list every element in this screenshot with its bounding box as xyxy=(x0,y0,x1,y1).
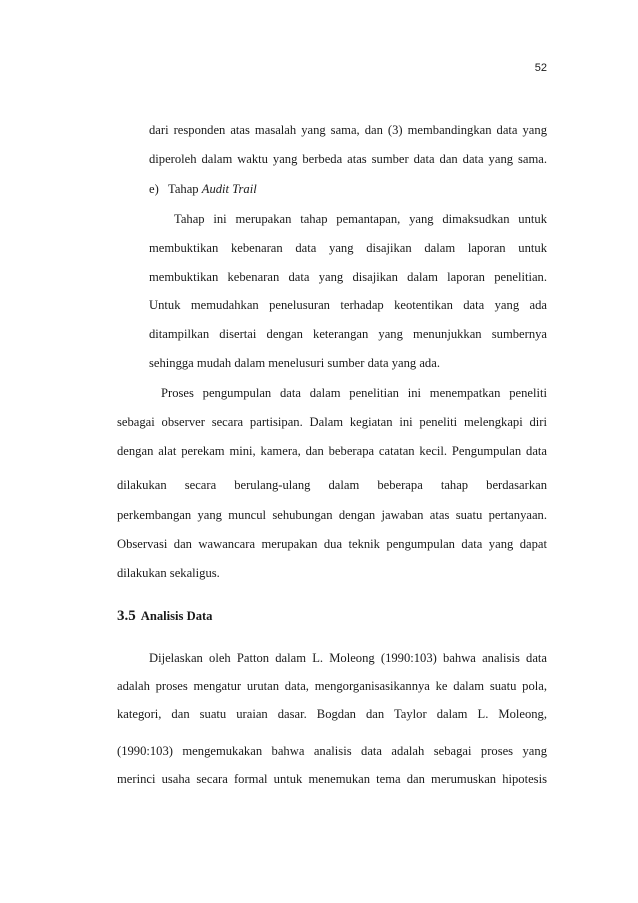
text-line: membuktikan kebenaran data yang disajikan dalam laporan untuk xyxy=(149,241,547,255)
text-line: dari responden atas masalah yang sama, dan (3) membandingkan data yang xyxy=(149,123,547,137)
text-line: merinci usaha secara formal untuk menemukan tema dan merumuskan hipotesis xyxy=(117,772,547,786)
section-heading xyxy=(117,607,212,625)
text-line: dilakukan sekaligus. xyxy=(117,566,220,580)
list-item-prefix: e) Tahap xyxy=(149,182,202,196)
text-line: Observasi dan wawancara merupakan dua teknik pengumpulan data yang dapat xyxy=(117,537,547,551)
text-line: kategori, dan suatu uraian dasar. Bogdan dan Taylor dalam L. Moleong, xyxy=(117,707,547,721)
text-line: diperoleh dalam waktu yang berbeda atas sumber data dan data yang sama. xyxy=(149,152,547,166)
text-line: dilakukan secara berulang-ulang dalam beberapa tahap berdasarkan xyxy=(117,478,547,492)
text-line: ditampilkan disertai dengan keterangan yang menunjukkan sumbernya xyxy=(149,327,547,341)
text-line: Proses pengumpulan data dalam penelitian ini menempatkan peneliti xyxy=(161,386,547,400)
text-line: Tahap ini merupakan tahap pemantapan, yang dimaksudkan untuk xyxy=(174,212,547,226)
list-item-italic-term: Audit Trail xyxy=(201,182,257,196)
text-line: dengan alat perekam mini, kamera, dan beberapa catatan kecil. Pengumpulan data xyxy=(117,444,547,458)
text-line: (1990:103) mengemukakan bahwa analisis data adalah sebagai proses yang xyxy=(117,744,547,758)
page-number: 52 xyxy=(534,62,547,74)
section-title: Analisis Data xyxy=(140,609,213,623)
list-item-audit-trail xyxy=(149,181,257,197)
text-line: adalah proses mengatur urutan data, mengorganisasikannya ke dalam suatu pola, xyxy=(117,679,547,693)
text-line: membuktikan kebenaran data yang disajikan dalam laporan penelitian. xyxy=(149,270,547,284)
text-line: perkembangan yang muncul sehubungan dengan jawaban atas suatu pertanyaan. xyxy=(117,508,547,522)
text-line: Untuk memudahkan penelusuran terhadap keotentikan data yang ada xyxy=(149,298,547,312)
text-line: sebagai observer secara partisipan. Dalam kegiatan ini peneliti melengkapi diri xyxy=(117,415,547,429)
section-number: 3.5 xyxy=(117,608,136,624)
text-line: sehingga mudah dalam menelusuri sumber data yang ada. xyxy=(149,356,440,370)
text-line: Dijelaskan oleh Patton dalam L. Moleong (1990:103) bahwa analisis data xyxy=(149,651,547,665)
